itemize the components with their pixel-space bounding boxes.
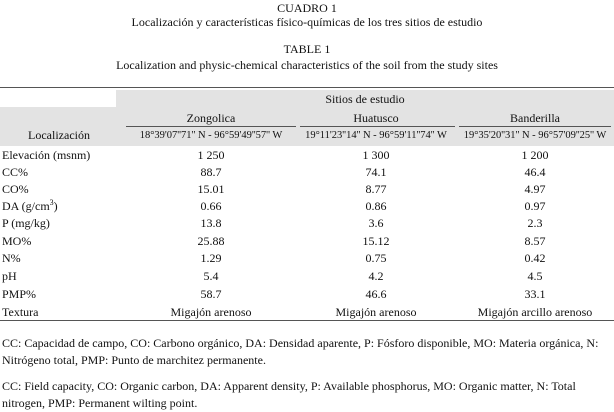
cuadro-label: CUADRO 1 <box>277 1 337 15</box>
cell-value: 33.1 <box>524 287 546 301</box>
cell-value: 0.42 <box>524 251 546 265</box>
group-header: Sitios de estudio <box>325 92 405 106</box>
cell-value: 0.97 <box>524 199 546 213</box>
row-label-n: N% <box>2 251 21 265</box>
footnote-es: CC: Capacidad de campo, CO: Carbono orgánico, DA: Densidad aparente, P: Fósforo disponible, MO: Materia orgánica, N: Nitrógeno total, PMP: Punto de marchitez permanente. <box>2 336 599 367</box>
cuadro-title: Localización y características físico-químicas de los tres sitios de estudio <box>131 15 483 29</box>
cell-value: 74.1 <box>365 165 387 179</box>
cell-value: 46.4 <box>524 165 546 179</box>
cell-value: 25.88 <box>197 234 225 248</box>
cell-localizacion-huatusco: 19°11'23''14'' N - 96°59'11''74'' W <box>305 130 447 141</box>
cell-value: 58.7 <box>200 287 222 301</box>
cell-value: 13.8 <box>200 216 222 230</box>
cell-value: 8.77 <box>365 182 387 196</box>
table-title: Localization and physic-chemical characteristics of the soil from the study sites <box>116 58 498 72</box>
cell-value: 1 250 <box>197 148 225 162</box>
cell-value: 5.4 <box>203 269 219 283</box>
cell-value: Migajón arenoso <box>335 305 417 319</box>
row-label-mo: MO% <box>2 234 32 248</box>
row-label-elevacion: Elevación (msnm) <box>2 148 91 162</box>
footnote-en: CC: Field capacity, CO: Organic carbon, DA: Apparent density, P: Available phosphorus, MO: Organic matter, N: Total nitrogen, PMP: Permanent wilting point. <box>2 379 576 410</box>
cell-localizacion-zongolica: 18°39'07''71'' N - 96°59'49''57'' W <box>139 130 283 141</box>
cell-value: 15.01 <box>197 182 225 196</box>
column-underline <box>126 126 296 127</box>
column-underline <box>300 126 455 127</box>
cell-localizacion-banderilla: 19°35'20''31'' N - 96°57'09''25'' W <box>463 130 607 141</box>
row-label-co: CO% <box>2 182 29 196</box>
cell-value: Migajón arcillo arenoso <box>477 305 593 319</box>
column-header-banderilla: Banderilla <box>510 111 560 125</box>
table-top-rule <box>0 87 614 88</box>
cell-value: 1.29 <box>200 251 222 265</box>
table-bottom-rule <box>0 320 614 321</box>
cell-value: 0.86 <box>365 199 387 213</box>
cell-value: 1 300 <box>362 148 390 162</box>
cell-value: 2.3 <box>527 216 543 230</box>
column-header-zongolica: Zongolica <box>186 111 236 125</box>
cell-value: Migajón arenoso <box>170 305 252 319</box>
row-label-ph: pH <box>2 269 17 283</box>
cell-value: 88.7 <box>200 165 222 179</box>
cell-value: 0.75 <box>365 251 387 265</box>
row-label-da: DA $(g/cm^3)$ <box>2 198 58 213</box>
cell-value: 0.66 <box>200 199 222 213</box>
row-label-localizacion: Localización <box>28 128 90 142</box>
column-header-huatusco: Huatusco <box>353 111 399 125</box>
cell-value: 15.12 <box>362 234 390 248</box>
row-label-p: P (mg/kg) <box>2 216 50 230</box>
cell-value: 4.5 <box>527 269 543 283</box>
row-label-textura: Textura <box>2 305 39 319</box>
table-label: TABLE 1 <box>283 42 331 56</box>
cell-value: 4.97 <box>524 182 546 196</box>
cell-value: 3.6 <box>368 216 384 230</box>
column-underline <box>459 126 611 127</box>
cell-value: 8.57 <box>524 234 546 248</box>
row-label-cc: CC% <box>2 165 29 179</box>
cell-value: 46.6 <box>365 287 387 301</box>
row-label-pmp: PMP% <box>2 287 37 301</box>
cell-value: 4.2 <box>368 269 384 283</box>
cell-value: 1 200 <box>521 148 549 162</box>
